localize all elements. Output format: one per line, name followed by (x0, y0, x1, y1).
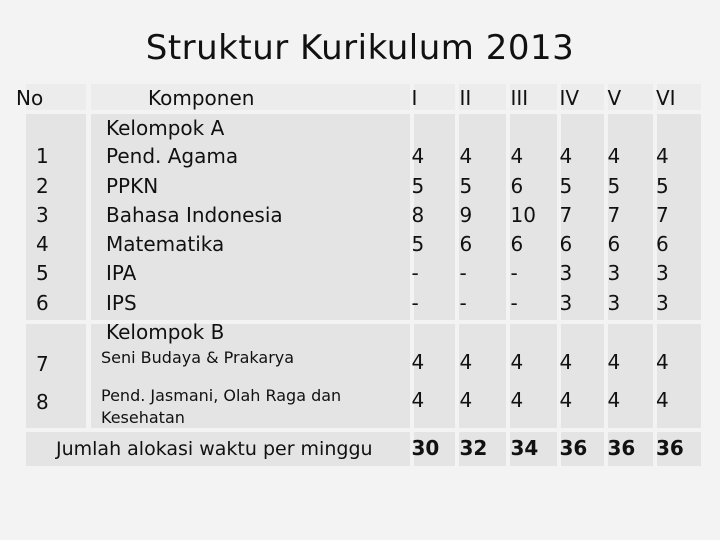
header-grade-ii: II (459, 86, 472, 110)
row-hours-value: 5 (411, 232, 425, 256)
row-subject-name: Kesehatan (101, 408, 185, 427)
row-subject-name: Bahasa Indonesia (106, 203, 283, 227)
row-hours-value: 4 (411, 388, 425, 412)
row-hours-value: 4 (510, 350, 524, 374)
grade-column-block-b (459, 324, 506, 428)
header-no: No (16, 86, 44, 110)
row-hours-value: 4 (459, 350, 473, 374)
row-no: 5 (36, 261, 49, 285)
row-subject-name: Pend. Agama (106, 144, 239, 168)
row-hours-value: 4 (607, 388, 621, 412)
row-hours-value: 10 (510, 203, 536, 227)
group-a-label: Kelompok A (106, 116, 225, 140)
row-hours-value: 4 (656, 388, 669, 412)
row-hours-value: 4 (559, 144, 573, 168)
row-hours-value: 7 (607, 203, 621, 227)
row-hours-value: 3 (607, 261, 621, 285)
total-hours-value: 36 (656, 436, 684, 460)
no-column-block-b (26, 324, 86, 428)
row-hours-value: 5 (607, 174, 621, 198)
row-hours-value: 4 (411, 144, 425, 168)
grade-column-block-b (657, 324, 701, 428)
header-grade-iv: IV (559, 86, 580, 110)
row-hours-value: 6 (607, 232, 621, 256)
row-hours-value: 4 (607, 350, 621, 374)
row-no: 1 (36, 144, 49, 168)
header-grade-v: V (607, 86, 622, 110)
row-subject-name: IPS (106, 291, 137, 315)
row-subject-name: Seni Budaya & Prakarya (101, 348, 295, 367)
total-hours-value: 30 (411, 436, 440, 460)
row-hours-value: 6 (459, 232, 473, 256)
grade-column-block-b (510, 324, 557, 428)
header-grade-vi: VI (656, 86, 676, 110)
header-grade-iii: III (510, 86, 529, 110)
total-label: Jumlah alokasi waktu per minggu (56, 438, 373, 460)
row-hours-value: 8 (411, 203, 425, 227)
row-hours-value: - (459, 291, 467, 315)
row-hours-value: - (510, 261, 518, 285)
row-hours-value: 5 (656, 174, 669, 198)
row-hours-value: 4 (607, 144, 621, 168)
row-hours-value: 5 (459, 174, 473, 198)
row-hours-value: 6 (510, 232, 524, 256)
row-no: 2 (36, 174, 49, 198)
row-no: 4 (36, 232, 49, 256)
row-hours-value: 4 (656, 350, 669, 374)
total-hours-value: 36 (559, 436, 588, 460)
row-hours-value: 5 (559, 174, 573, 198)
row-hours-value: 4 (559, 388, 573, 412)
row-hours-value: - (459, 261, 467, 285)
row-no: 7 (36, 352, 49, 376)
total-hours-value: 36 (607, 436, 636, 460)
row-hours-value: 4 (510, 388, 524, 412)
total-hours-value: 32 (459, 436, 488, 460)
row-hours-value: 9 (459, 203, 473, 227)
row-hours-value: 4 (656, 144, 669, 168)
row-hours-value: 4 (559, 350, 573, 374)
row-hours-value: - (510, 291, 518, 315)
total-hours-value: 34 (510, 436, 539, 460)
slide-title: Struktur Kurikulum 2013 (145, 28, 575, 68)
row-hours-value: 6 (656, 232, 669, 256)
row-no: 8 (36, 390, 49, 414)
row-hours-value: 3 (559, 291, 573, 315)
row-no: 6 (36, 291, 49, 315)
row-hours-value: 7 (559, 203, 573, 227)
row-hours-value: - (411, 261, 419, 285)
grade-column-block-b (414, 324, 455, 428)
row-hours-value: 3 (656, 291, 669, 315)
row-hours-value: 3 (559, 261, 573, 285)
row-no: 3 (36, 203, 49, 227)
row-subject-name: Matematika (106, 232, 225, 256)
row-hours-value: 4 (459, 144, 473, 168)
row-hours-value: 4 (510, 144, 524, 168)
row-hours-value: 5 (411, 174, 425, 198)
group-b-label: Kelompok B (106, 320, 225, 344)
header-komponen: Komponen (148, 86, 255, 110)
row-hours-value: 7 (656, 203, 669, 227)
row-hours-value: 6 (510, 174, 524, 198)
row-hours-value: 4 (411, 350, 425, 374)
row-hours-value: 3 (607, 291, 621, 315)
header-grade-i: I (411, 86, 418, 110)
row-subject-name: Pend. Jasmani, Olah Raga dan (101, 386, 342, 405)
row-hours-value: 4 (459, 388, 473, 412)
grade-column-block-b (608, 324, 653, 428)
row-hours-value: 6 (559, 232, 573, 256)
row-subject-name: PPKN (106, 174, 159, 198)
grade-column-block-b (561, 324, 604, 428)
row-hours-value: - (411, 291, 419, 315)
row-subject-name: IPA (106, 261, 137, 285)
row-hours-value: 3 (656, 261, 669, 285)
